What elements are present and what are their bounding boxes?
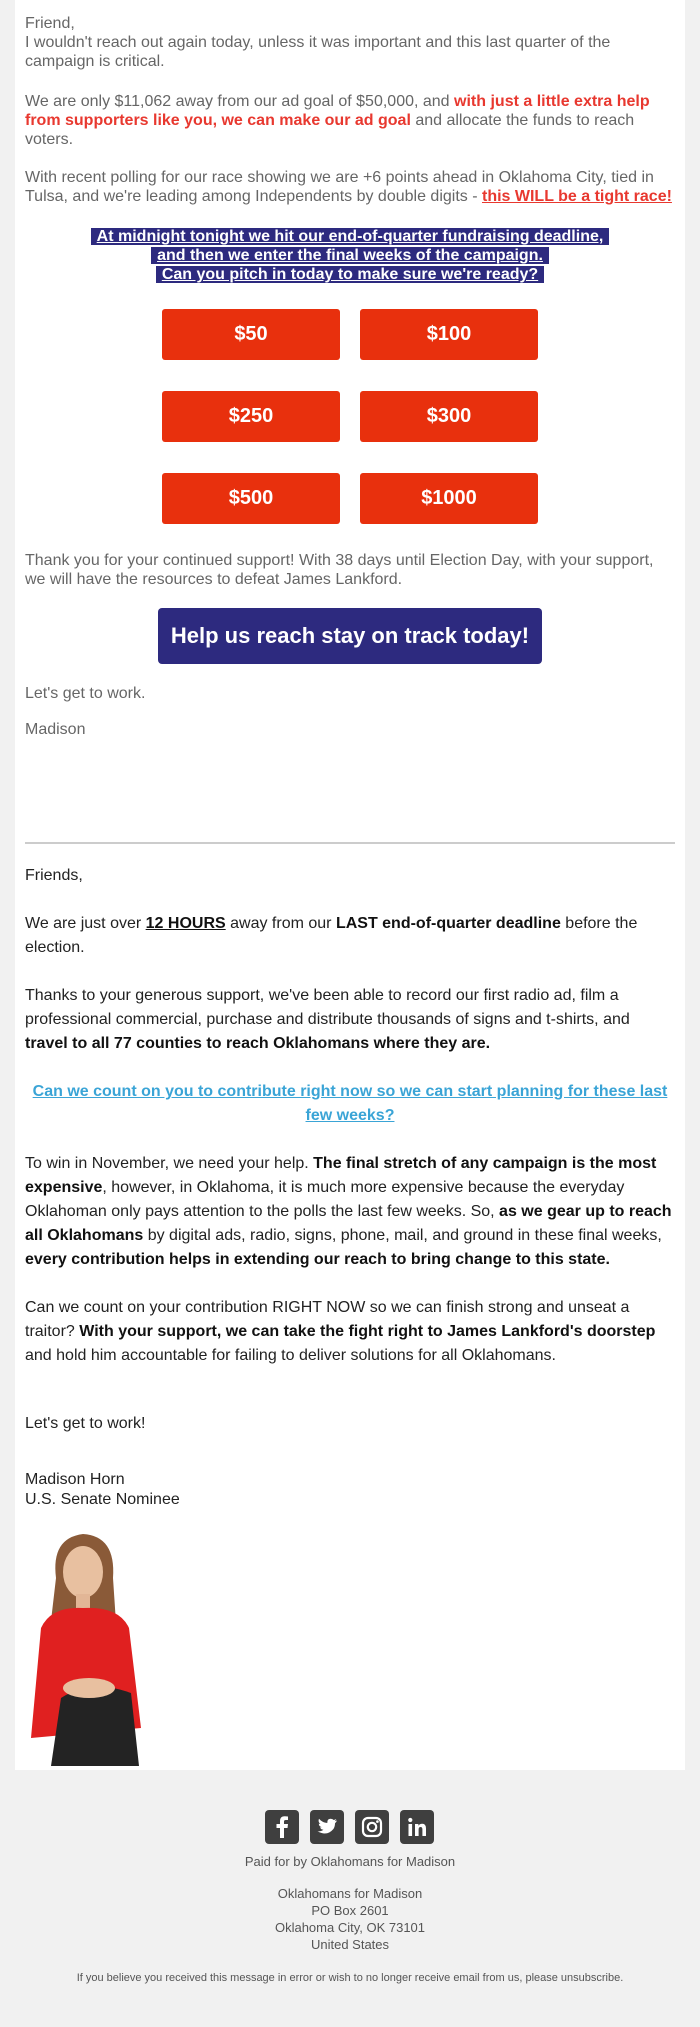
email2-paragraph-3: To win in November, we need your help. The final stretch of any campaign is the most expensive, however, in Oklahoma, it is much more expensive because the everyday Oklahoman only pays attention to the polls the last few weeks. So, as we gear up to reach all Oklahomans by digital ads, radio, signs, phone, mail, and ground in these final weeks, every contribution helps in extending our reach to bring change to this state. [25,1155,672,1268]
linkedin-icon[interactable] [400,1810,434,1844]
email1-intro [25,14,675,71]
stay-on-track-button[interactable]: Help us reach stay on track today! [158,608,542,664]
org-name: Oklahomans for Madison [277,1886,423,1901]
highlight-red-text: with just a little extra help from supporters like you, we can make our ad goal [25,93,650,129]
instagram-icon[interactable] [355,1810,389,1844]
email2-paragraph-4: Can we count on your contribution RIGHT NOW so we can finish strong and unseat a traitor? With your support, we can take the fight right to James Lankford's doorstep and hold him accountable for failing to deliver solutions for all Oklahomans. [25,1299,656,1364]
twitter-icon[interactable] [310,1810,344,1844]
candidate-photo [21,1528,151,1766]
donate-300-button[interactable]: $300 [360,391,538,442]
email2-greeting: Friends, [25,867,83,884]
email1-signature: Madison [25,721,86,738]
email2-closing: Let's get to work! [25,1415,146,1432]
facebook-icon[interactable] [265,1810,299,1844]
banner-line-2[interactable]: and then we enter the final weeks of the campaign. [151,247,549,264]
email1-closing: Let's get to work. [25,685,146,702]
email1-paragraph-1: I wouldn't reach out again today, unless it was important and this last quarter of the campaign is critical. [25,34,611,70]
banner-line-3[interactable]: Can you pitch in today to make sure we're ready? [156,266,544,283]
country: United States [310,1937,390,1952]
banner-line-1[interactable]: At midnight tonight we hit our end-of-quarter fundraising deadline, [91,228,610,245]
signer-name: Madison Horn [25,1471,125,1488]
email1-greeting: Friend, [25,15,75,32]
donate-500-button[interactable]: $500 [162,473,340,524]
deadline-banner[interactable] [15,227,685,284]
email2-signature [25,1470,675,1510]
email1-paragraph-3: With recent polling for our race showing we are +6 points ahead in Oklahoma City, tied in Tulsa, and we're leading among Independents by double digits - this WILL be a tight race! [25,169,672,205]
po-box: PO Box 2601 [311,1903,389,1918]
donate-250-button[interactable]: $250 [162,391,340,442]
signer-title: U.S. Senate Nominee [25,1491,180,1508]
email1-paragraph-4: Thank you for your continued support! With 38 days until Election Day, with your support, we will have the resources to defeat James Lankford. [25,552,654,588]
donate-1000-button[interactable]: $1000 [360,473,538,524]
email2-paragraph-1: We are just over 12 HOURS away from our LAST end-of-quarter deadline before the election. [25,915,638,956]
donate-50-button[interactable]: $50 [162,309,340,360]
city-state-zip: Oklahoma City, OK 73101 [274,1920,426,1935]
unsubscribe-notice[interactable]: If you believe you received this message in error or wish to no longer receive email from us, please unsubscribe. [76,1972,624,1984]
tight-race-link[interactable]: this WILL be a tight race! [481,188,672,205]
email-divider [25,842,675,844]
paid-for-text: Paid for by Oklahomans for Madison [244,1854,456,1869]
last-deadline-text: LAST end-of-quarter deadline [335,915,561,932]
twelve-hours-text: 12 HOURS [145,915,226,932]
email-card [15,0,685,1770]
mailing-address [0,1885,700,1953]
contribute-now-link[interactable]: Can we count on you to contribute right now so we can start planning for these last few weeks? [32,1083,668,1124]
email1-paragraph-2: We are only $11,062 away from our ad goal of $50,000, and with just a little extra help from supporters like you, we can make our ad goal and allocate the funds to reach voters. [25,93,650,148]
email2-paragraph-2: Thanks to your generous support, we've been able to record our first radio ad, film a professional commercial, purchase and distribute thousands of signs and t-shirts, and travel to all 77 counties to reach Oklahomans where they are. [25,987,630,1052]
donate-100-button[interactable]: $100 [360,309,538,360]
